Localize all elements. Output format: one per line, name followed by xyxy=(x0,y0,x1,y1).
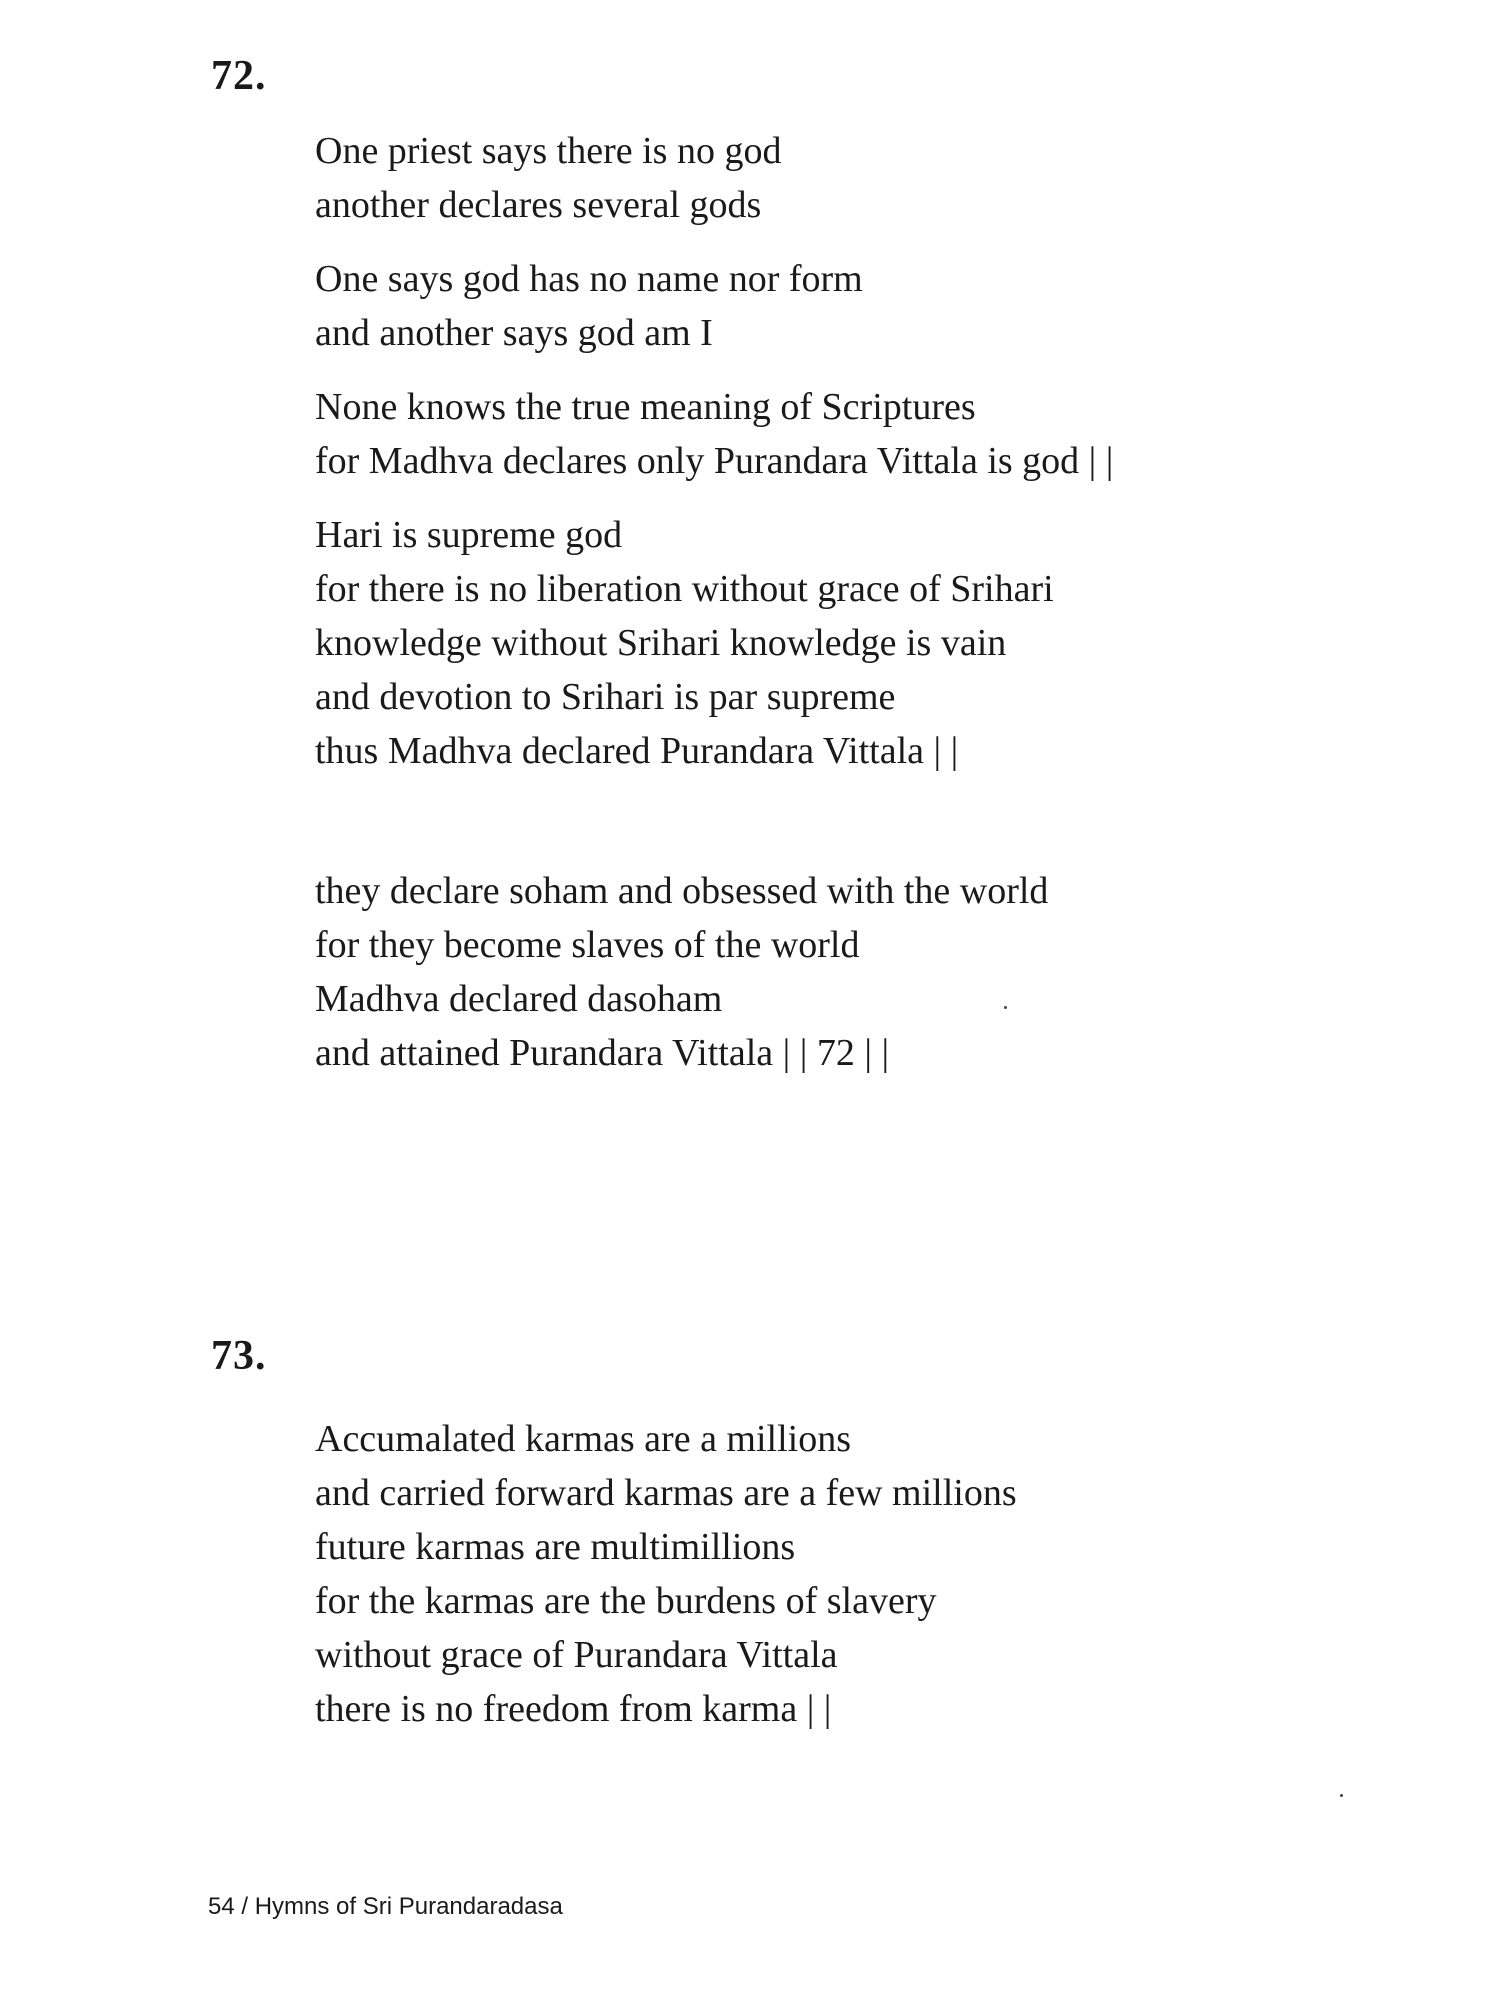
verse-line: None knows the true meaning of Scriptures xyxy=(315,386,976,428)
hymn-73-stanza-1 xyxy=(315,1412,1017,1736)
verse-line: One priest says there is no god xyxy=(315,130,782,172)
hymn-72-stanza-3 xyxy=(315,380,1113,488)
verse-line: another declares several gods xyxy=(315,184,762,226)
verse-line: One says god has no name nor form xyxy=(315,258,863,300)
verse-line: there is no freedom from karma | | xyxy=(315,1688,832,1730)
verse-line: Accumalated karmas are a millions xyxy=(315,1418,852,1460)
verse-line: and another says god am I xyxy=(315,312,713,354)
hymn-72-stanza-4 xyxy=(315,508,1054,778)
page-footer: 54 / Hymns of Sri Purandaradasa xyxy=(208,1893,563,1920)
hymn-72-stanza-1 xyxy=(315,124,781,232)
verse-line: Hari is supreme god xyxy=(315,514,623,556)
verse-line: for there is no liberation without grace of Srihari xyxy=(315,568,1054,610)
verse-line: without grace of Purandara Vittala xyxy=(315,1634,838,1676)
verse-line: they declare soham and obsessed with the world xyxy=(315,870,1049,912)
verse-line: for Madhva declares only Purandara Vittala is god | | xyxy=(315,440,1114,482)
verse-line: Madhva declared dasoham xyxy=(315,978,723,1020)
scan-speck xyxy=(1004,1006,1007,1009)
hymn-72-stanza-2 xyxy=(315,252,863,360)
verse-line: knowledge without Srihari knowledge is vain xyxy=(315,622,1007,664)
scan-speck xyxy=(1340,1794,1343,1797)
hymn-73-number: 73. xyxy=(211,1333,267,1379)
verse-line: for the karmas are the burdens of slavery xyxy=(315,1580,937,1622)
verse-line: and carried forward karmas are a few millions xyxy=(315,1472,1017,1514)
verse-line: for they become slaves of the world xyxy=(315,924,860,966)
hymn-72-stanza-5 xyxy=(315,864,1048,1080)
verse-line: and attained Purandara Vittala | | 72 | | xyxy=(315,1032,890,1074)
verse-line: future karmas are multimillions xyxy=(315,1526,796,1568)
verse-line: and devotion to Srihari is par supreme xyxy=(315,676,896,718)
hymn-72-number: 72. xyxy=(211,53,267,99)
verse-line: thus Madhva declared Purandara Vittala | | xyxy=(315,730,959,772)
